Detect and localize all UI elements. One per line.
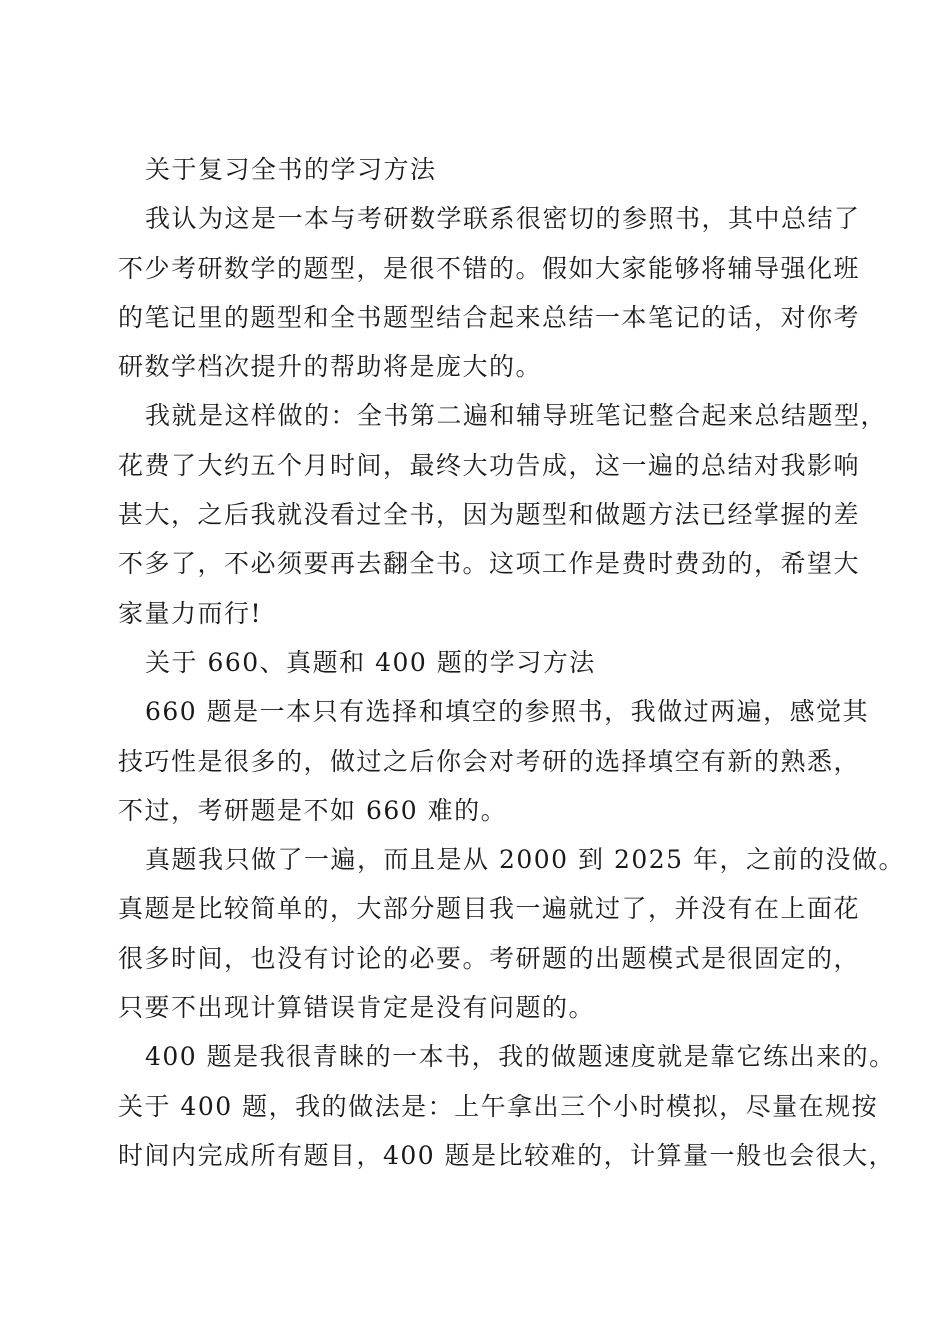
paragraph-first-line: 我就是这样做的：全书第二遍和辅导班笔记整合起来总结题型， — [145, 401, 888, 431]
paragraph-line: 家量力而行! — [118, 598, 263, 628]
paragraph-line: 不过，考研题是不如 660 难的。 — [118, 795, 508, 825]
paragraph-first-line: 真题我只做了一遍，而且是从 2000 到 2025 年，之前的没做。 — [145, 845, 906, 875]
paragraph-line: 关于 400 题，我的做法是：上午拿出三个小时模拟，尽量在规按 — [118, 1091, 879, 1121]
document-body — [118, 145, 906, 1180]
paragraph-line: 花费了大约五个月时间，最终大功告成，这一遍的总结对我影响 — [118, 450, 861, 480]
paragraph-line: 的笔记里的题型和全书题型结合起来总结一本笔记的话，对你考 — [118, 302, 861, 332]
paragraph-line: 很多时间，也没有讨论的必要。考研题的出题模式是很固定的， — [118, 943, 861, 973]
paragraph-line: 技巧性是很多的，做过之后你会对考研的选择填空有新的熟悉， — [118, 746, 861, 776]
paragraph-line: 研数学档次提升的帮助将是庞大的。 — [118, 352, 543, 382]
paragraph-line: 真题是比较简单的，大部分题目我一遍就过了，并没有在上面花 — [118, 894, 861, 924]
paragraph-first-line: 我认为这是一本与考研数学联系很密切的参照书，其中总结了 — [145, 204, 861, 234]
paragraph-first-line: 关于复习全书的学习方法 — [145, 155, 437, 184]
paragraph-first-line: 400 题是我很青睐的一本书，我的做题速度就是靠它练出来的。 — [145, 1042, 896, 1072]
paragraph-first-line: 关于 660、真题和 400 题的学习方法 — [145, 647, 596, 677]
paragraph-first-line: 660 题是一本只有选择和填空的参照书，我做过两遍，感觉其 — [145, 697, 870, 727]
paragraph-line: 不少考研数学的题型，是很不错的。假如大家能够将辅导强化班 — [118, 253, 861, 283]
paragraph-line: 只要不出现计算错误肯定是没有问题的。 — [118, 993, 596, 1023]
paragraph-line: 时间内完成所有题目，400 题是比较难的，计算量一般也会很大， — [118, 1140, 896, 1170]
paragraph-line: 不多了，不必须要再去翻全书。这项工作是费时费劲的，希望大 — [118, 549, 861, 579]
paragraph-line: 甚大，之后我就没看过全书，因为题型和做题方法已经掌握的差 — [118, 500, 861, 530]
